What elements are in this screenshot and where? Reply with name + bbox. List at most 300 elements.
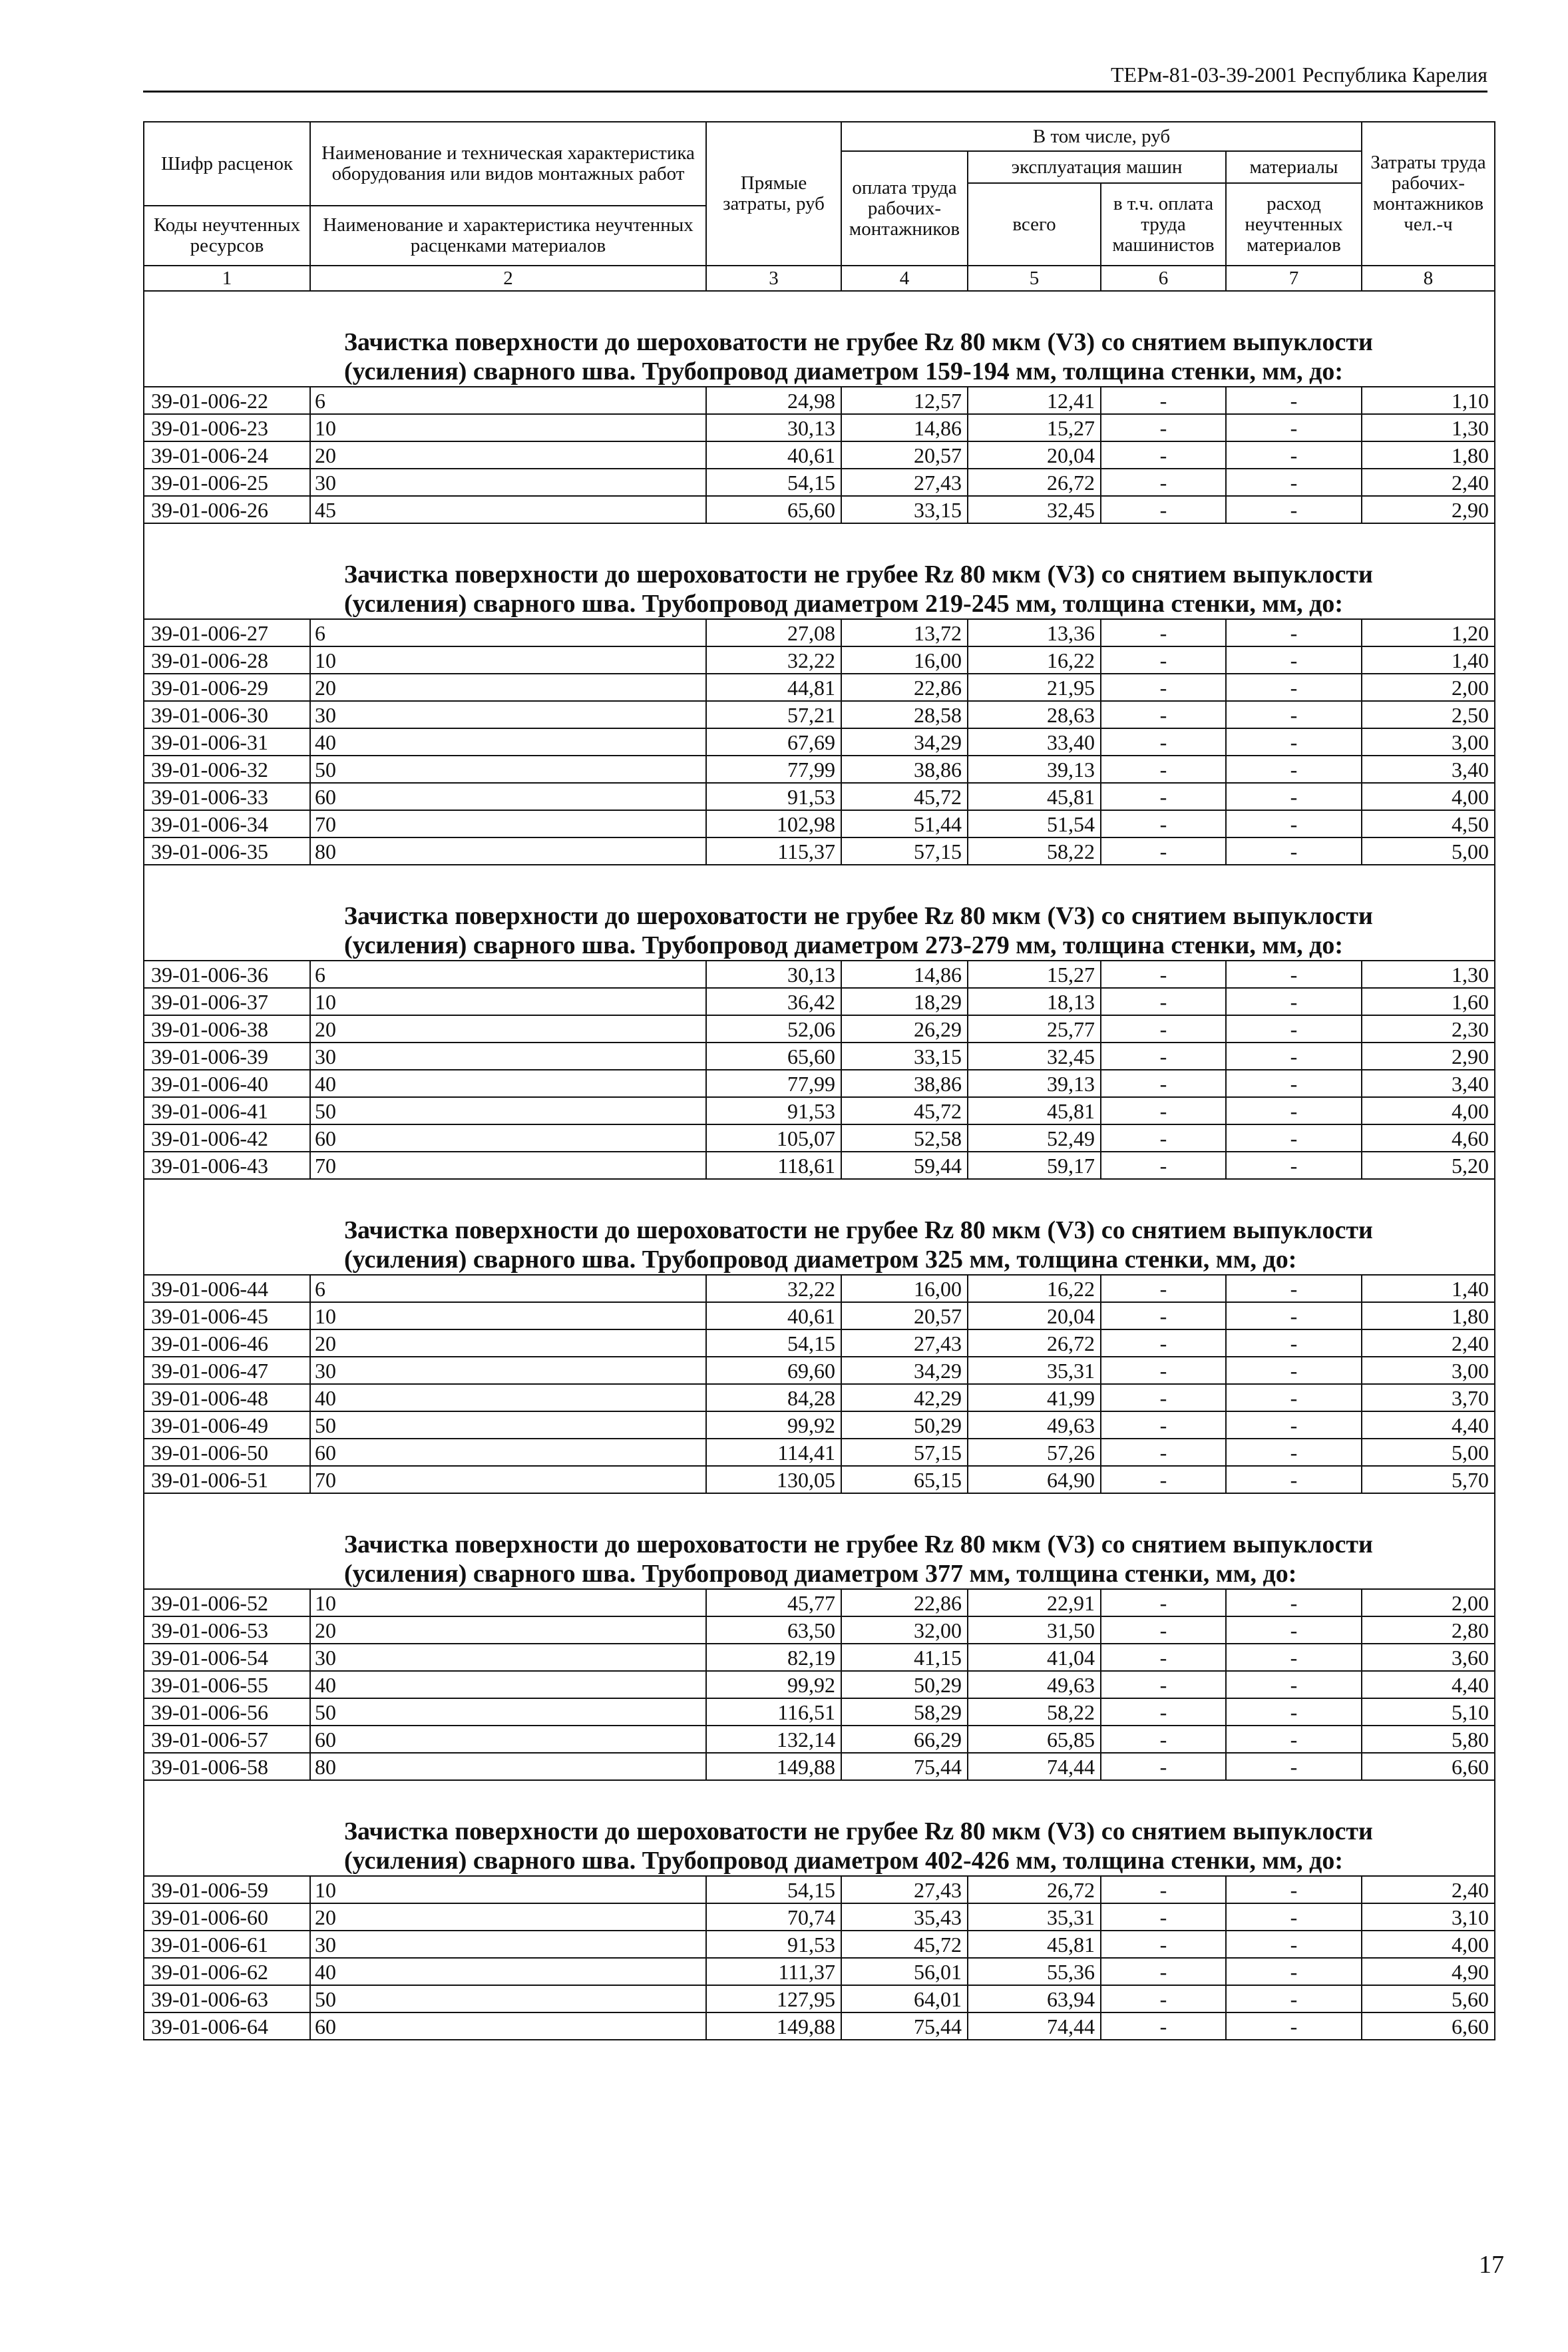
labor-hours-cell: 5,10	[1362, 1698, 1495, 1726]
section-title: Зачистка поверхности до шероховатости не грубее Rz 80 мкм (V3) со снятием выпуклости (усиления) сварного шва. Трубопровод диаметром 273-279 мм, толщина стенки, мм, до:	[144, 865, 1495, 961]
direct-costs-cell: 30,13	[706, 414, 841, 441]
direct-costs-cell: 116,51	[706, 1698, 841, 1726]
column-number: 3	[706, 266, 841, 291]
machines-total-cell: 26,72	[968, 469, 1101, 496]
direct-costs-cell: 44,81	[706, 674, 841, 701]
header-code: Шифр расценок	[144, 122, 310, 206]
materials-use-cell: -	[1226, 1411, 1362, 1439]
operators-pay-cell: -	[1101, 1302, 1226, 1329]
labor-pay-cell: 22,86	[841, 674, 968, 701]
machines-total-cell: 31,50	[968, 1616, 1101, 1644]
rate-code-cell: 39-01-006-50	[144, 1439, 310, 1466]
table-row	[144, 646, 1495, 674]
labor-hours-cell: 2,90	[1362, 1043, 1495, 1070]
labor-pay-cell: 18,29	[841, 988, 968, 1015]
labor-hours-cell: 1,20	[1362, 619, 1495, 646]
header-machines-total: всего	[968, 183, 1101, 266]
operators-pay-cell: -	[1101, 837, 1226, 865]
table-row	[144, 1439, 1495, 1466]
wall-thickness-cell: 40	[310, 728, 706, 756]
machines-total-cell: 55,36	[968, 1958, 1101, 1985]
table-row	[144, 988, 1495, 1015]
table-row	[144, 1302, 1495, 1329]
direct-costs-cell: 127,95	[706, 1985, 841, 2012]
table-row	[144, 1070, 1495, 1097]
operators-pay-cell: -	[1101, 2012, 1226, 2040]
wall-thickness-cell: 40	[310, 1384, 706, 1411]
materials-use-cell: -	[1226, 1876, 1362, 1903]
labor-hours-cell: 2,50	[1362, 701, 1495, 728]
direct-costs-cell: 91,53	[706, 1931, 841, 1958]
direct-costs-cell: 111,37	[706, 1958, 841, 1985]
machines-total-cell: 41,04	[968, 1644, 1101, 1671]
materials-use-cell: -	[1226, 728, 1362, 756]
direct-costs-cell: 114,41	[706, 1439, 841, 1466]
rate-code-cell: 39-01-006-64	[144, 2012, 310, 2040]
labor-hours-cell: 1,30	[1362, 961, 1495, 988]
operators-pay-cell: -	[1101, 1931, 1226, 1958]
materials-use-cell: -	[1226, 1329, 1362, 1357]
direct-costs-cell: 40,61	[706, 441, 841, 469]
machines-total-cell: 32,45	[968, 1043, 1101, 1070]
direct-costs-cell: 102,98	[706, 810, 841, 837]
operators-pay-cell: -	[1101, 1357, 1226, 1384]
machines-total-cell: 26,72	[968, 1876, 1101, 1903]
operators-pay-cell: -	[1101, 1097, 1226, 1124]
rate-code-cell: 39-01-006-45	[144, 1302, 310, 1329]
wall-thickness-cell: 50	[310, 1698, 706, 1726]
section-header	[144, 1179, 1495, 1275]
operators-pay-cell: -	[1101, 1616, 1226, 1644]
direct-costs-cell: 77,99	[706, 1070, 841, 1097]
machines-total-cell: 20,04	[968, 441, 1101, 469]
materials-use-cell: -	[1226, 1644, 1362, 1671]
rate-code-cell: 39-01-006-25	[144, 469, 310, 496]
materials-use-cell: -	[1226, 1753, 1362, 1780]
rate-code-cell: 39-01-006-38	[144, 1015, 310, 1043]
labor-pay-cell: 42,29	[841, 1384, 968, 1411]
running-header	[143, 59, 1487, 93]
rate-code-cell: 39-01-006-32	[144, 756, 310, 783]
labor-hours-cell: 3,40	[1362, 1070, 1495, 1097]
rate-code-cell: 39-01-006-34	[144, 810, 310, 837]
materials-use-cell: -	[1226, 1589, 1362, 1616]
labor-hours-cell: 4,60	[1362, 1124, 1495, 1152]
header-group-machines: эксплуатация машин	[968, 151, 1226, 183]
wall-thickness-cell: 10	[310, 646, 706, 674]
direct-costs-cell: 99,92	[706, 1411, 841, 1439]
table-row	[144, 728, 1495, 756]
wall-thickness-cell: 50	[310, 1985, 706, 2012]
labor-hours-cell: 2,40	[1362, 469, 1495, 496]
materials-use-cell: -	[1226, 674, 1362, 701]
materials-use-cell: -	[1226, 1903, 1362, 1931]
materials-use-cell: -	[1226, 1357, 1362, 1384]
rate-code-cell: 39-01-006-53	[144, 1616, 310, 1644]
table-row	[144, 1753, 1495, 1780]
table-row	[144, 810, 1495, 837]
wall-thickness-cell: 20	[310, 674, 706, 701]
wall-thickness-cell: 50	[310, 1411, 706, 1439]
labor-hours-cell: 1,30	[1362, 414, 1495, 441]
wall-thickness-cell: 40	[310, 1070, 706, 1097]
machines-total-cell: 58,22	[968, 1698, 1101, 1726]
labor-pay-cell: 75,44	[841, 2012, 968, 2040]
direct-costs-cell: 91,53	[706, 783, 841, 810]
machines-total-cell: 20,04	[968, 1302, 1101, 1329]
direct-costs-cell: 32,22	[706, 646, 841, 674]
direct-costs-cell: 32,22	[706, 1275, 841, 1302]
labor-pay-cell: 33,15	[841, 1043, 968, 1070]
labor-hours-cell: 2,90	[1362, 496, 1495, 523]
operators-pay-cell: -	[1101, 810, 1226, 837]
labor-hours-cell: 4,00	[1362, 1097, 1495, 1124]
materials-use-cell: -	[1226, 1384, 1362, 1411]
column-number: 4	[841, 266, 968, 291]
labor-hours-cell: 1,40	[1362, 646, 1495, 674]
labor-hours-cell: 3,00	[1362, 728, 1495, 756]
labor-hours-cell: 2,00	[1362, 1589, 1495, 1616]
rate-code-cell: 39-01-006-35	[144, 837, 310, 865]
labor-pay-cell: 22,86	[841, 1589, 968, 1616]
labor-hours-cell: 5,70	[1362, 1466, 1495, 1493]
machines-total-cell: 16,22	[968, 646, 1101, 674]
rate-code-cell: 39-01-006-56	[144, 1698, 310, 1726]
labor-pay-cell: 16,00	[841, 646, 968, 674]
labor-hours-cell: 5,80	[1362, 1726, 1495, 1753]
labor-pay-cell: 38,86	[841, 756, 968, 783]
materials-use-cell: -	[1226, 783, 1362, 810]
labor-hours-cell: 4,90	[1362, 1958, 1495, 1985]
wall-thickness-cell: 60	[310, 783, 706, 810]
materials-use-cell: -	[1226, 1015, 1362, 1043]
section-title: Зачистка поверхности до шероховатости не грубее Rz 80 мкм (V3) со снятием выпуклости (усиления) сварного шва. Трубопровод диаметром 325 мм, толщина стенки, мм, до:	[144, 1179, 1495, 1275]
section-header	[144, 1493, 1495, 1589]
column-number: 6	[1101, 266, 1226, 291]
rate-code-cell: 39-01-006-55	[144, 1671, 310, 1698]
materials-use-cell: -	[1226, 1124, 1362, 1152]
materials-use-cell: -	[1226, 988, 1362, 1015]
rate-code-cell: 39-01-006-41	[144, 1097, 310, 1124]
machines-total-cell: 45,81	[968, 783, 1101, 810]
table-row	[144, 1466, 1495, 1493]
direct-costs-cell: 52,06	[706, 1015, 841, 1043]
table-row	[144, 1329, 1495, 1357]
rate-code-cell: 39-01-006-60	[144, 1903, 310, 1931]
page-number: 17	[1479, 2251, 1504, 2279]
labor-pay-cell: 50,29	[841, 1671, 968, 1698]
wall-thickness-cell: 20	[310, 1015, 706, 1043]
table-row	[144, 674, 1495, 701]
wall-thickness-cell: 60	[310, 1124, 706, 1152]
wall-thickness-cell: 6	[310, 1275, 706, 1302]
table-header	[144, 122, 1495, 291]
operators-pay-cell: -	[1101, 1644, 1226, 1671]
table-row	[144, 1275, 1495, 1302]
machines-total-cell: 52,49	[968, 1124, 1101, 1152]
operators-pay-cell: -	[1101, 1275, 1226, 1302]
wall-thickness-cell: 45	[310, 496, 706, 523]
machines-total-cell: 35,31	[968, 1357, 1101, 1384]
column-number: 5	[968, 266, 1101, 291]
materials-use-cell: -	[1226, 619, 1362, 646]
materials-use-cell: -	[1226, 496, 1362, 523]
section-header	[144, 1780, 1495, 1876]
header-resource-codes: Коды неучтенных ресурсов	[144, 206, 310, 266]
operators-pay-cell: -	[1101, 1329, 1226, 1357]
labor-pay-cell: 27,43	[841, 1329, 968, 1357]
labor-pay-cell: 27,43	[841, 1876, 968, 1903]
rate-code-cell: 39-01-006-26	[144, 496, 310, 523]
labor-pay-cell: 13,72	[841, 619, 968, 646]
materials-use-cell: -	[1226, 701, 1362, 728]
direct-costs-cell: 82,19	[706, 1644, 841, 1671]
table-row	[144, 1589, 1495, 1616]
materials-use-cell: -	[1226, 1070, 1362, 1097]
operators-pay-cell: -	[1101, 441, 1226, 469]
machines-total-cell: 26,72	[968, 1329, 1101, 1357]
labor-pay-cell: 75,44	[841, 1753, 968, 1780]
labor-hours-cell: 6,60	[1362, 1753, 1495, 1780]
table-row	[144, 1726, 1495, 1753]
wall-thickness-cell: 60	[310, 1439, 706, 1466]
rate-code-cell: 39-01-006-52	[144, 1589, 310, 1616]
materials-use-cell: -	[1226, 837, 1362, 865]
materials-use-cell: -	[1226, 1275, 1362, 1302]
labor-hours-cell: 4,50	[1362, 810, 1495, 837]
machines-total-cell: 15,27	[968, 961, 1101, 988]
wall-thickness-cell: 20	[310, 1903, 706, 1931]
rates-table	[143, 121, 1495, 2040]
materials-use-cell: -	[1226, 1097, 1362, 1124]
machines-total-cell: 28,63	[968, 701, 1101, 728]
labor-pay-cell: 64,01	[841, 1985, 968, 2012]
operators-pay-cell: -	[1101, 674, 1226, 701]
machines-total-cell: 22,91	[968, 1589, 1101, 1616]
column-number: 1	[144, 266, 310, 291]
labor-hours-cell: 2,30	[1362, 1015, 1495, 1043]
wall-thickness-cell: 20	[310, 441, 706, 469]
operators-pay-cell: -	[1101, 387, 1226, 414]
wall-thickness-cell: 40	[310, 1958, 706, 1985]
wall-thickness-cell: 70	[310, 1152, 706, 1179]
machines-total-cell: 35,31	[968, 1903, 1101, 1931]
operators-pay-cell: -	[1101, 1439, 1226, 1466]
labor-hours-cell: 3,60	[1362, 1644, 1495, 1671]
materials-use-cell: -	[1226, 1302, 1362, 1329]
labor-pay-cell: 52,58	[841, 1124, 968, 1152]
header-labor-pay: оплата труда рабочих-монтажников	[841, 151, 968, 266]
labor-hours-cell: 4,00	[1362, 783, 1495, 810]
materials-use-cell: -	[1226, 1985, 1362, 2012]
rate-code-cell: 39-01-006-63	[144, 1985, 310, 2012]
table-row	[144, 1616, 1495, 1644]
direct-costs-cell: 65,60	[706, 1043, 841, 1070]
direct-costs-cell: 45,77	[706, 1589, 841, 1616]
operators-pay-cell: -	[1101, 1958, 1226, 1985]
wall-thickness-cell: 80	[310, 837, 706, 865]
machines-total-cell: 13,36	[968, 619, 1101, 646]
labor-hours-cell: 1,60	[1362, 988, 1495, 1015]
direct-costs-cell: 99,92	[706, 1671, 841, 1698]
direct-costs-cell: 130,05	[706, 1466, 841, 1493]
direct-costs-cell: 105,07	[706, 1124, 841, 1152]
labor-pay-cell: 20,57	[841, 1302, 968, 1329]
rate-code-cell: 39-01-006-33	[144, 783, 310, 810]
column-number: 8	[1362, 266, 1495, 291]
section-title: Зачистка поверхности до шероховатости не грубее Rz 80 мкм (V3) со снятием выпуклости (усиления) сварного шва. Трубопровод диаметром 377 мм, толщина стенки, мм, до:	[144, 1493, 1495, 1589]
operators-pay-cell: -	[1101, 496, 1226, 523]
table-row	[144, 701, 1495, 728]
wall-thickness-cell: 70	[310, 1466, 706, 1493]
machines-total-cell: 59,17	[968, 1152, 1101, 1179]
labor-hours-cell: 1,40	[1362, 1275, 1495, 1302]
table-row	[144, 1876, 1495, 1903]
machines-total-cell: 39,13	[968, 1070, 1101, 1097]
labor-hours-cell: 1,80	[1362, 1302, 1495, 1329]
wall-thickness-cell: 6	[310, 387, 706, 414]
table-row	[144, 387, 1495, 414]
header-group-materials: материалы	[1226, 151, 1362, 183]
materials-use-cell: -	[1226, 469, 1362, 496]
operators-pay-cell: -	[1101, 1726, 1226, 1753]
materials-use-cell: -	[1226, 1931, 1362, 1958]
direct-costs-cell: 149,88	[706, 2012, 841, 2040]
direct-costs-cell: 65,60	[706, 496, 841, 523]
operators-pay-cell: -	[1101, 701, 1226, 728]
rate-code-cell: 39-01-006-29	[144, 674, 310, 701]
operators-pay-cell: -	[1101, 1466, 1226, 1493]
wall-thickness-cell: 30	[310, 1357, 706, 1384]
direct-costs-cell: 77,99	[706, 756, 841, 783]
labor-hours-cell: 5,00	[1362, 837, 1495, 865]
materials-use-cell: -	[1226, 1616, 1362, 1644]
labor-pay-cell: 14,86	[841, 414, 968, 441]
operators-pay-cell: -	[1101, 961, 1226, 988]
table-row	[144, 1384, 1495, 1411]
wall-thickness-cell: 30	[310, 1043, 706, 1070]
labor-pay-cell: 34,29	[841, 1357, 968, 1384]
labor-hours-cell: 5,00	[1362, 1439, 1495, 1466]
labor-hours-cell: 4,40	[1362, 1671, 1495, 1698]
table-row	[144, 2012, 1495, 2040]
rate-code-cell: 39-01-006-23	[144, 414, 310, 441]
operators-pay-cell: -	[1101, 988, 1226, 1015]
machines-total-cell: 12,41	[968, 387, 1101, 414]
materials-use-cell: -	[1226, 414, 1362, 441]
table-body	[144, 291, 1495, 2040]
table-row	[144, 1357, 1495, 1384]
direct-costs-cell: 54,15	[706, 1329, 841, 1357]
labor-pay-cell: 35,43	[841, 1903, 968, 1931]
rate-code-cell: 39-01-006-28	[144, 646, 310, 674]
operators-pay-cell: -	[1101, 728, 1226, 756]
materials-use-cell: -	[1226, 1043, 1362, 1070]
rate-code-cell: 39-01-006-47	[144, 1357, 310, 1384]
rate-code-cell: 39-01-006-61	[144, 1931, 310, 1958]
direct-costs-cell: 118,61	[706, 1152, 841, 1179]
wall-thickness-cell: 70	[310, 810, 706, 837]
section-header	[144, 865, 1495, 961]
rate-code-cell: 39-01-006-48	[144, 1384, 310, 1411]
wall-thickness-cell: 10	[310, 414, 706, 441]
rate-code-cell: 39-01-006-57	[144, 1726, 310, 1753]
header-work-name: Наименование и техническая характеристика оборудования или видов монтажных работ	[310, 122, 706, 206]
labor-hours-cell: 1,80	[1362, 441, 1495, 469]
wall-thickness-cell: 80	[310, 1753, 706, 1780]
machines-total-cell: 51,54	[968, 810, 1101, 837]
wall-thickness-cell: 10	[310, 988, 706, 1015]
labor-pay-cell: 34,29	[841, 728, 968, 756]
wall-thickness-cell: 10	[310, 1589, 706, 1616]
table-row	[144, 961, 1495, 988]
rate-code-cell: 39-01-006-62	[144, 1958, 310, 1985]
machines-total-cell: 63,94	[968, 1985, 1101, 2012]
header-operators-pay: в т.ч. оплата труда машинистов	[1101, 183, 1226, 266]
table-row	[144, 1124, 1495, 1152]
labor-pay-cell: 57,15	[841, 837, 968, 865]
wall-thickness-cell: 60	[310, 2012, 706, 2040]
operators-pay-cell: -	[1101, 1876, 1226, 1903]
operators-pay-cell: -	[1101, 1152, 1226, 1179]
table-row	[144, 756, 1495, 783]
labor-pay-cell: 59,44	[841, 1152, 968, 1179]
machines-total-cell: 25,77	[968, 1015, 1101, 1043]
header-direct-costs: Прямые затраты, руб	[706, 122, 841, 266]
rate-code-cell: 39-01-006-42	[144, 1124, 310, 1152]
labor-pay-cell: 45,72	[841, 783, 968, 810]
direct-costs-cell: 24,98	[706, 387, 841, 414]
operators-pay-cell: -	[1101, 783, 1226, 810]
header-materials-use: расход неучтенных материалов	[1226, 183, 1362, 266]
table-row	[144, 1411, 1495, 1439]
machines-total-cell: 41,99	[968, 1384, 1101, 1411]
materials-use-cell: -	[1226, 756, 1362, 783]
column-number: 2	[310, 266, 706, 291]
header-labor-hours: Затраты труда рабочих-монтажников чел.-ч	[1362, 122, 1495, 266]
table-row	[144, 1097, 1495, 1124]
section-header	[144, 291, 1495, 387]
materials-use-cell: -	[1226, 1671, 1362, 1698]
labor-pay-cell: 51,44	[841, 810, 968, 837]
labor-pay-cell: 33,15	[841, 496, 968, 523]
operators-pay-cell: -	[1101, 1698, 1226, 1726]
rate-code-cell: 39-01-006-36	[144, 961, 310, 988]
labor-pay-cell: 32,00	[841, 1616, 968, 1644]
rate-code-cell: 39-01-006-44	[144, 1275, 310, 1302]
rate-code-cell: 39-01-006-40	[144, 1070, 310, 1097]
machines-total-cell: 45,81	[968, 1931, 1101, 1958]
operators-pay-cell: -	[1101, 1070, 1226, 1097]
section-title: Зачистка поверхности до шероховатости не грубее Rz 80 мкм (V3) со снятием выпуклости (усиления) сварного шва. Трубопровод диаметром 219-245 мм, толщина стенки, мм, до:	[144, 523, 1495, 619]
materials-use-cell: -	[1226, 961, 1362, 988]
operators-pay-cell: -	[1101, 414, 1226, 441]
rate-code-cell: 39-01-006-31	[144, 728, 310, 756]
table-row	[144, 837, 1495, 865]
column-number-row	[144, 266, 1495, 291]
labor-hours-cell: 5,60	[1362, 1985, 1495, 2012]
rate-code-cell: 39-01-006-51	[144, 1466, 310, 1493]
labor-pay-cell: 16,00	[841, 1275, 968, 1302]
wall-thickness-cell: 30	[310, 1931, 706, 1958]
table-row	[144, 1931, 1495, 1958]
labor-pay-cell: 45,72	[841, 1931, 968, 1958]
operators-pay-cell: -	[1101, 1384, 1226, 1411]
labor-pay-cell: 28,58	[841, 701, 968, 728]
materials-use-cell: -	[1226, 387, 1362, 414]
operators-pay-cell: -	[1101, 1671, 1226, 1698]
wall-thickness-cell: 30	[310, 701, 706, 728]
